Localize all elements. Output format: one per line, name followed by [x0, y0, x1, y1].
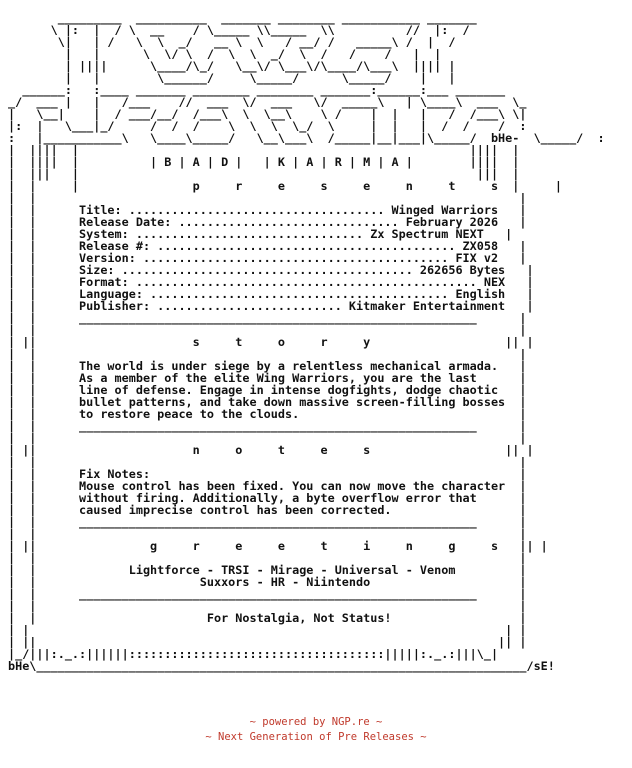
nfo-art-text: _________ __________ _______ ________ ___________ _______ \ |: | / \ __ / \_____ \\_____ \\ // |: / \| | / \ \ _/ __ \ \ / __/ / _____\ / | / | | \ \/ \ / \ \ _/ \ / / / | | | |||| \____/\_/ \__\/ \___\/\____/\___\ |||| | | | \______/ \_____/ \_____/ | | ______: :____ _______ ________ ________ _______:______:___ _______ _/ ___ | | /___ // ___ \/ ___ \/ _____\ | \____\ ___ \_ | \__| | / ___/__/ /___\ \ \__\ \ / | | | / /___\ \| |: | \___|_/ / / / \ \ \ \_/ \ | | | / / / : : |___________\ \____\_____/ \__\___\ /_____|__|___|\_____/ bHe- \_____/ : | |||| | |||| | | |||| | | B | A | D | | K | A | R | M | A | |||| | | ||| | ||| | | | | p r e s e n t s | | | | | | | Title: .................................... Winged Warriors | | | Release Date: ............................... February 2026 | | | System: ................................ Zx Spectrum NEXT | | | Release #: .......................................... ZX058 | | | Version: ........................................... FIX v2 | | | Size: ......................................... 262656 Bytes | | | Format: ................................................ NEX | | | Language: .......................................... English | | | Publisher: .......................... Kitmaker Entertainment | | | ________________________________________________________ | | | | | || s t o r y || | | | | | | The world is under siege by a relentless mechanical armada. | | | As a member of the elite Wing Warriors, you are the last | | | line of defense. Engage in intense dogfights, dodge chaotic | | | bullet patterns, and take down massive screen-filling bosses | | | to restore peace to the clouds. | | | ________________________________________________________ | | | | | || n o t e s || | | | | | | Fix Notes: | | | Mouse control has been fixed. You can now move the character | | | without firing. Additionally, a byte overflow error that | | | caused imprecise control has been corrected. | | | ________________________________________________________ | | | | | || g r e e t i n g s || | | | | | | Lightforce - TRSI - Mirage - Universal - Venom | | | Suxxors - HR - Niintendo | | | ________________________________________________________ | | | | | | For Nostalgia, Not Status! | | | | | | || || | |_/|||:._.:||||||::::::::::::::::::::::::::::::::::::|||||:._.:|||\_| bHe\_____________________________________________________________________/sE! — [8, 11, 605, 673]
footer-powered-by: ~ powered by NGP.re ~ — [249, 716, 383, 728]
footer-tagline: ~ Next Generation of Pre Releases ~ — [205, 731, 427, 743]
site-footer — [0, 715, 632, 745]
